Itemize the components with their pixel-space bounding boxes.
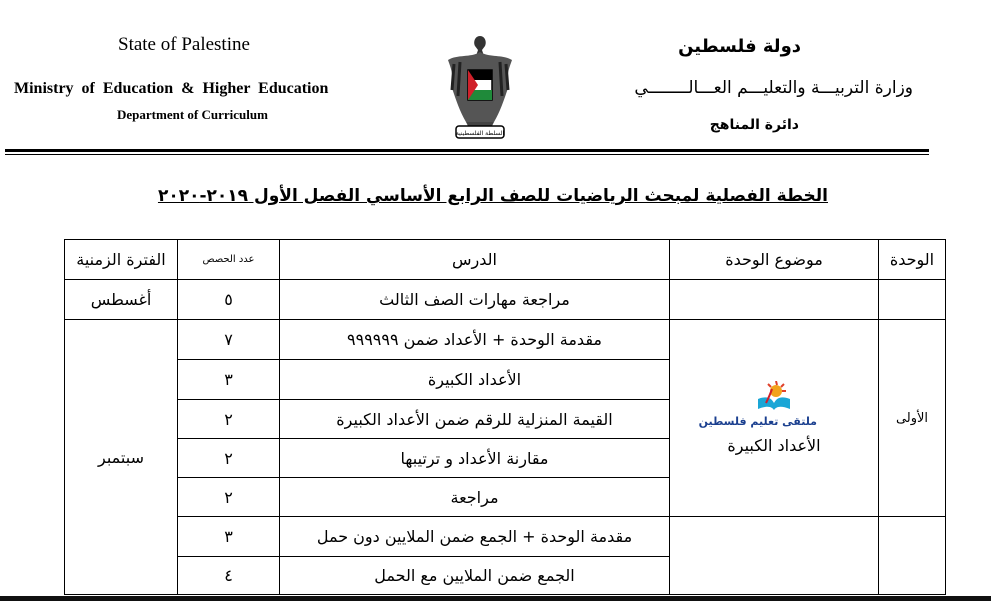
periods-cell: ٤ — [178, 557, 280, 595]
lesson-cell: مراجعة — [280, 478, 670, 517]
time-period-cell: أغسطس — [65, 280, 178, 320]
unit-cell — [879, 517, 946, 595]
lesson-cell: مقدمة الوحدة + الأعداد ضمن ٩٩٩٩٩٩ — [280, 320, 670, 360]
header-unit-topic: موضوع الوحدة — [670, 240, 879, 280]
lesson-cell: مراجعة مهارات الصف الثالث — [280, 280, 670, 320]
plan-title: الخطة الفصلية لمبحث الرياضيات للصف الرابع الأساسي الفصل الأول ٢٠١٩-٢٠٢٠ — [157, 186, 828, 206]
header-department-name: Department of Curriculum — [117, 107, 268, 122]
header-ministry-name-ar: وزارة التربيـــة والتعليـــم العـــالــــــــي — [634, 78, 913, 98]
lesson-cell: مقارنة الأعداد و ترتيبها — [280, 439, 670, 478]
header-lesson: الدرس — [280, 240, 670, 280]
header-state-name: State of Palestine — [118, 34, 250, 55]
periods-cell: ٧ — [178, 320, 280, 360]
emblem-caption: السلطة الفلسطينية — [455, 130, 505, 137]
lesson-cell: الجمع ضمن الملايين مع الحمل — [280, 557, 670, 595]
book-sun-logo-icon — [754, 381, 794, 411]
table-header-row — [65, 240, 946, 280]
periods-cell: ٢ — [178, 400, 280, 439]
header-ministry-name: Ministry of Education & Higher Education — [14, 80, 329, 97]
unit-topic-cell — [670, 517, 879, 595]
semester-plan-table — [64, 239, 946, 595]
header-unit: الوحدة — [879, 240, 946, 280]
header-periods-count: عدد الحصص — [178, 240, 280, 280]
header-time-period: الفترة الزمنية — [65, 240, 178, 280]
table-row — [65, 320, 946, 360]
page-bottom-border — [0, 596, 991, 601]
periods-cell: ٣ — [178, 517, 280, 557]
logo-caption: ملتقى تعليم فلسطين — [698, 415, 817, 428]
periods-cell: ٢ — [178, 478, 280, 517]
table-row — [65, 280, 946, 320]
lesson-cell: مقدمة الوحدة + الجمع ضمن الملايين دون حمل — [280, 517, 670, 557]
periods-cell: ٥ — [178, 280, 280, 320]
header-divider-thick — [5, 149, 929, 152]
unit-topic-text: الأعداد الكبيرة — [727, 436, 821, 455]
table-row — [65, 517, 946, 557]
lesson-cell: القيمة المنزلية للرقم ضمن الأعداد الكبيرة — [280, 400, 670, 439]
periods-cell: ٢ — [178, 439, 280, 478]
lesson-cell: الأعداد الكبيرة — [280, 360, 670, 400]
unit-topic-cell — [670, 280, 879, 320]
periods-cell: ٣ — [178, 360, 280, 400]
unit-cell: الأولى — [879, 320, 946, 517]
header-divider-thin — [5, 154, 929, 155]
header-state-name-ar: دولة فلسطين — [678, 36, 801, 57]
unit-topic-cell — [670, 320, 879, 517]
time-period-cell: سبتمبر — [65, 320, 178, 595]
unit-cell — [879, 280, 946, 320]
palestine-eagle-emblem-icon — [440, 30, 520, 142]
header-department-name-ar: دائرة المناهج — [709, 117, 799, 133]
site-logo — [698, 381, 817, 428]
